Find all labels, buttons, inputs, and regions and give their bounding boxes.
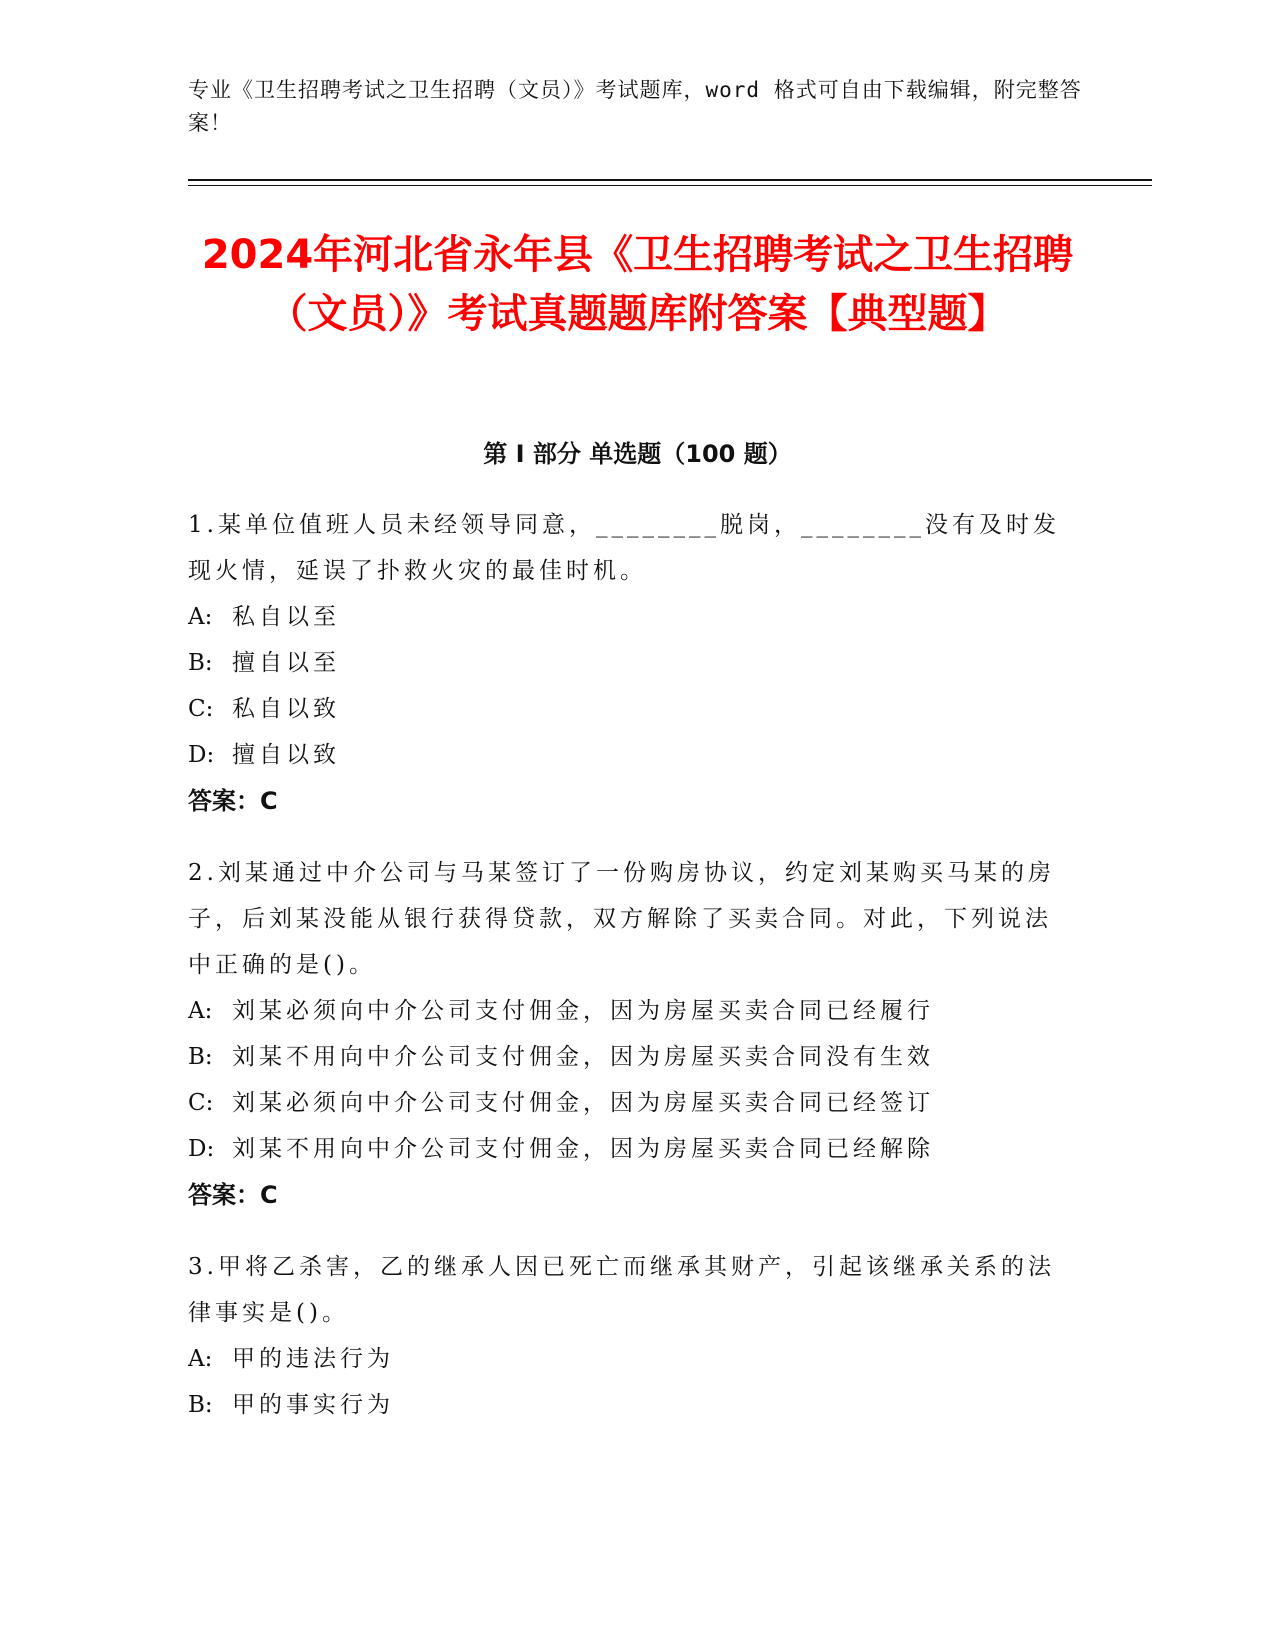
option-a bbox=[188, 988, 1078, 1034]
option-text: 刘某必须向中介公司支付佣金，因为房屋买卖合同已经签订 bbox=[232, 1090, 934, 1116]
option-text: 甲的违法行为 bbox=[232, 1346, 394, 1372]
option-letter: D: bbox=[188, 742, 215, 768]
answer: 答案：C bbox=[188, 787, 278, 815]
option-text: 私自以至 bbox=[232, 604, 340, 630]
option-text: 刘某必须向中介公司支付佣金，因为房屋买卖合同已经履行 bbox=[232, 998, 934, 1024]
header-divider-thin bbox=[188, 185, 1152, 186]
question-stem: 1.某单位值班人员未经领导同意，________脱岗，________没有及时发现火情，延误了扑救火灾的最佳时机。 bbox=[188, 512, 1060, 584]
option-letter: B: bbox=[188, 1392, 213, 1418]
option-c bbox=[188, 686, 1078, 732]
option-c bbox=[188, 1080, 1078, 1126]
option-text: 私自以致 bbox=[232, 696, 340, 722]
answer: 答案：C bbox=[188, 1181, 278, 1209]
option-text: 擅自以至 bbox=[232, 650, 340, 676]
option-letter: B: bbox=[188, 650, 213, 676]
document-title: 2024年河北省永年县《卫生招聘考试之卫生招聘（文员）》考试真题题库附答案【典型题】 bbox=[201, 232, 1074, 337]
header-note: 专业《卫生招聘考试之卫生招聘（文员）》考试题库，word 格式可自由下载编辑，附完整答案！ bbox=[188, 78, 1082, 135]
option-text: 刘某不用向中介公司支付佣金，因为房屋买卖合同没有生效 bbox=[232, 1044, 934, 1070]
option-b bbox=[188, 640, 1078, 686]
option-letter: A: bbox=[188, 1346, 213, 1372]
question-2 bbox=[188, 850, 1078, 1218]
option-d bbox=[188, 1126, 1078, 1172]
option-b bbox=[188, 1034, 1078, 1080]
option-text: 刘某不用向中介公司支付佣金，因为房屋买卖合同已经解除 bbox=[232, 1136, 934, 1162]
header-divider-thick bbox=[188, 179, 1152, 181]
question-stem: 2.刘某通过中介公司与马某签订了一份购房协议，约定刘某购买马某的房子，后刘某没能从银行获得贷款，双方解除了买卖合同。对此，下列说法中正确的是()。 bbox=[188, 860, 1055, 978]
option-letter: D: bbox=[188, 1136, 215, 1162]
option-letter: A: bbox=[188, 998, 213, 1024]
option-letter: B: bbox=[188, 1044, 213, 1070]
option-text: 甲的事实行为 bbox=[232, 1392, 394, 1418]
option-a bbox=[188, 1336, 1078, 1382]
option-b bbox=[188, 1382, 1078, 1428]
question-1 bbox=[188, 502, 1078, 824]
question-stem: 3.甲将乙杀害，乙的继承人因已死亡而继承其财产，引起该继承关系的法律事实是()。 bbox=[188, 1254, 1055, 1326]
section-heading: 第 I 部分 单选题（100 题） bbox=[483, 440, 792, 468]
option-letter: A: bbox=[188, 604, 213, 630]
option-a bbox=[188, 594, 1078, 640]
option-letter: C: bbox=[188, 696, 214, 722]
option-d bbox=[188, 732, 1078, 778]
option-text: 擅自以致 bbox=[232, 742, 340, 768]
question-3 bbox=[188, 1244, 1078, 1428]
option-letter: C: bbox=[188, 1090, 214, 1116]
